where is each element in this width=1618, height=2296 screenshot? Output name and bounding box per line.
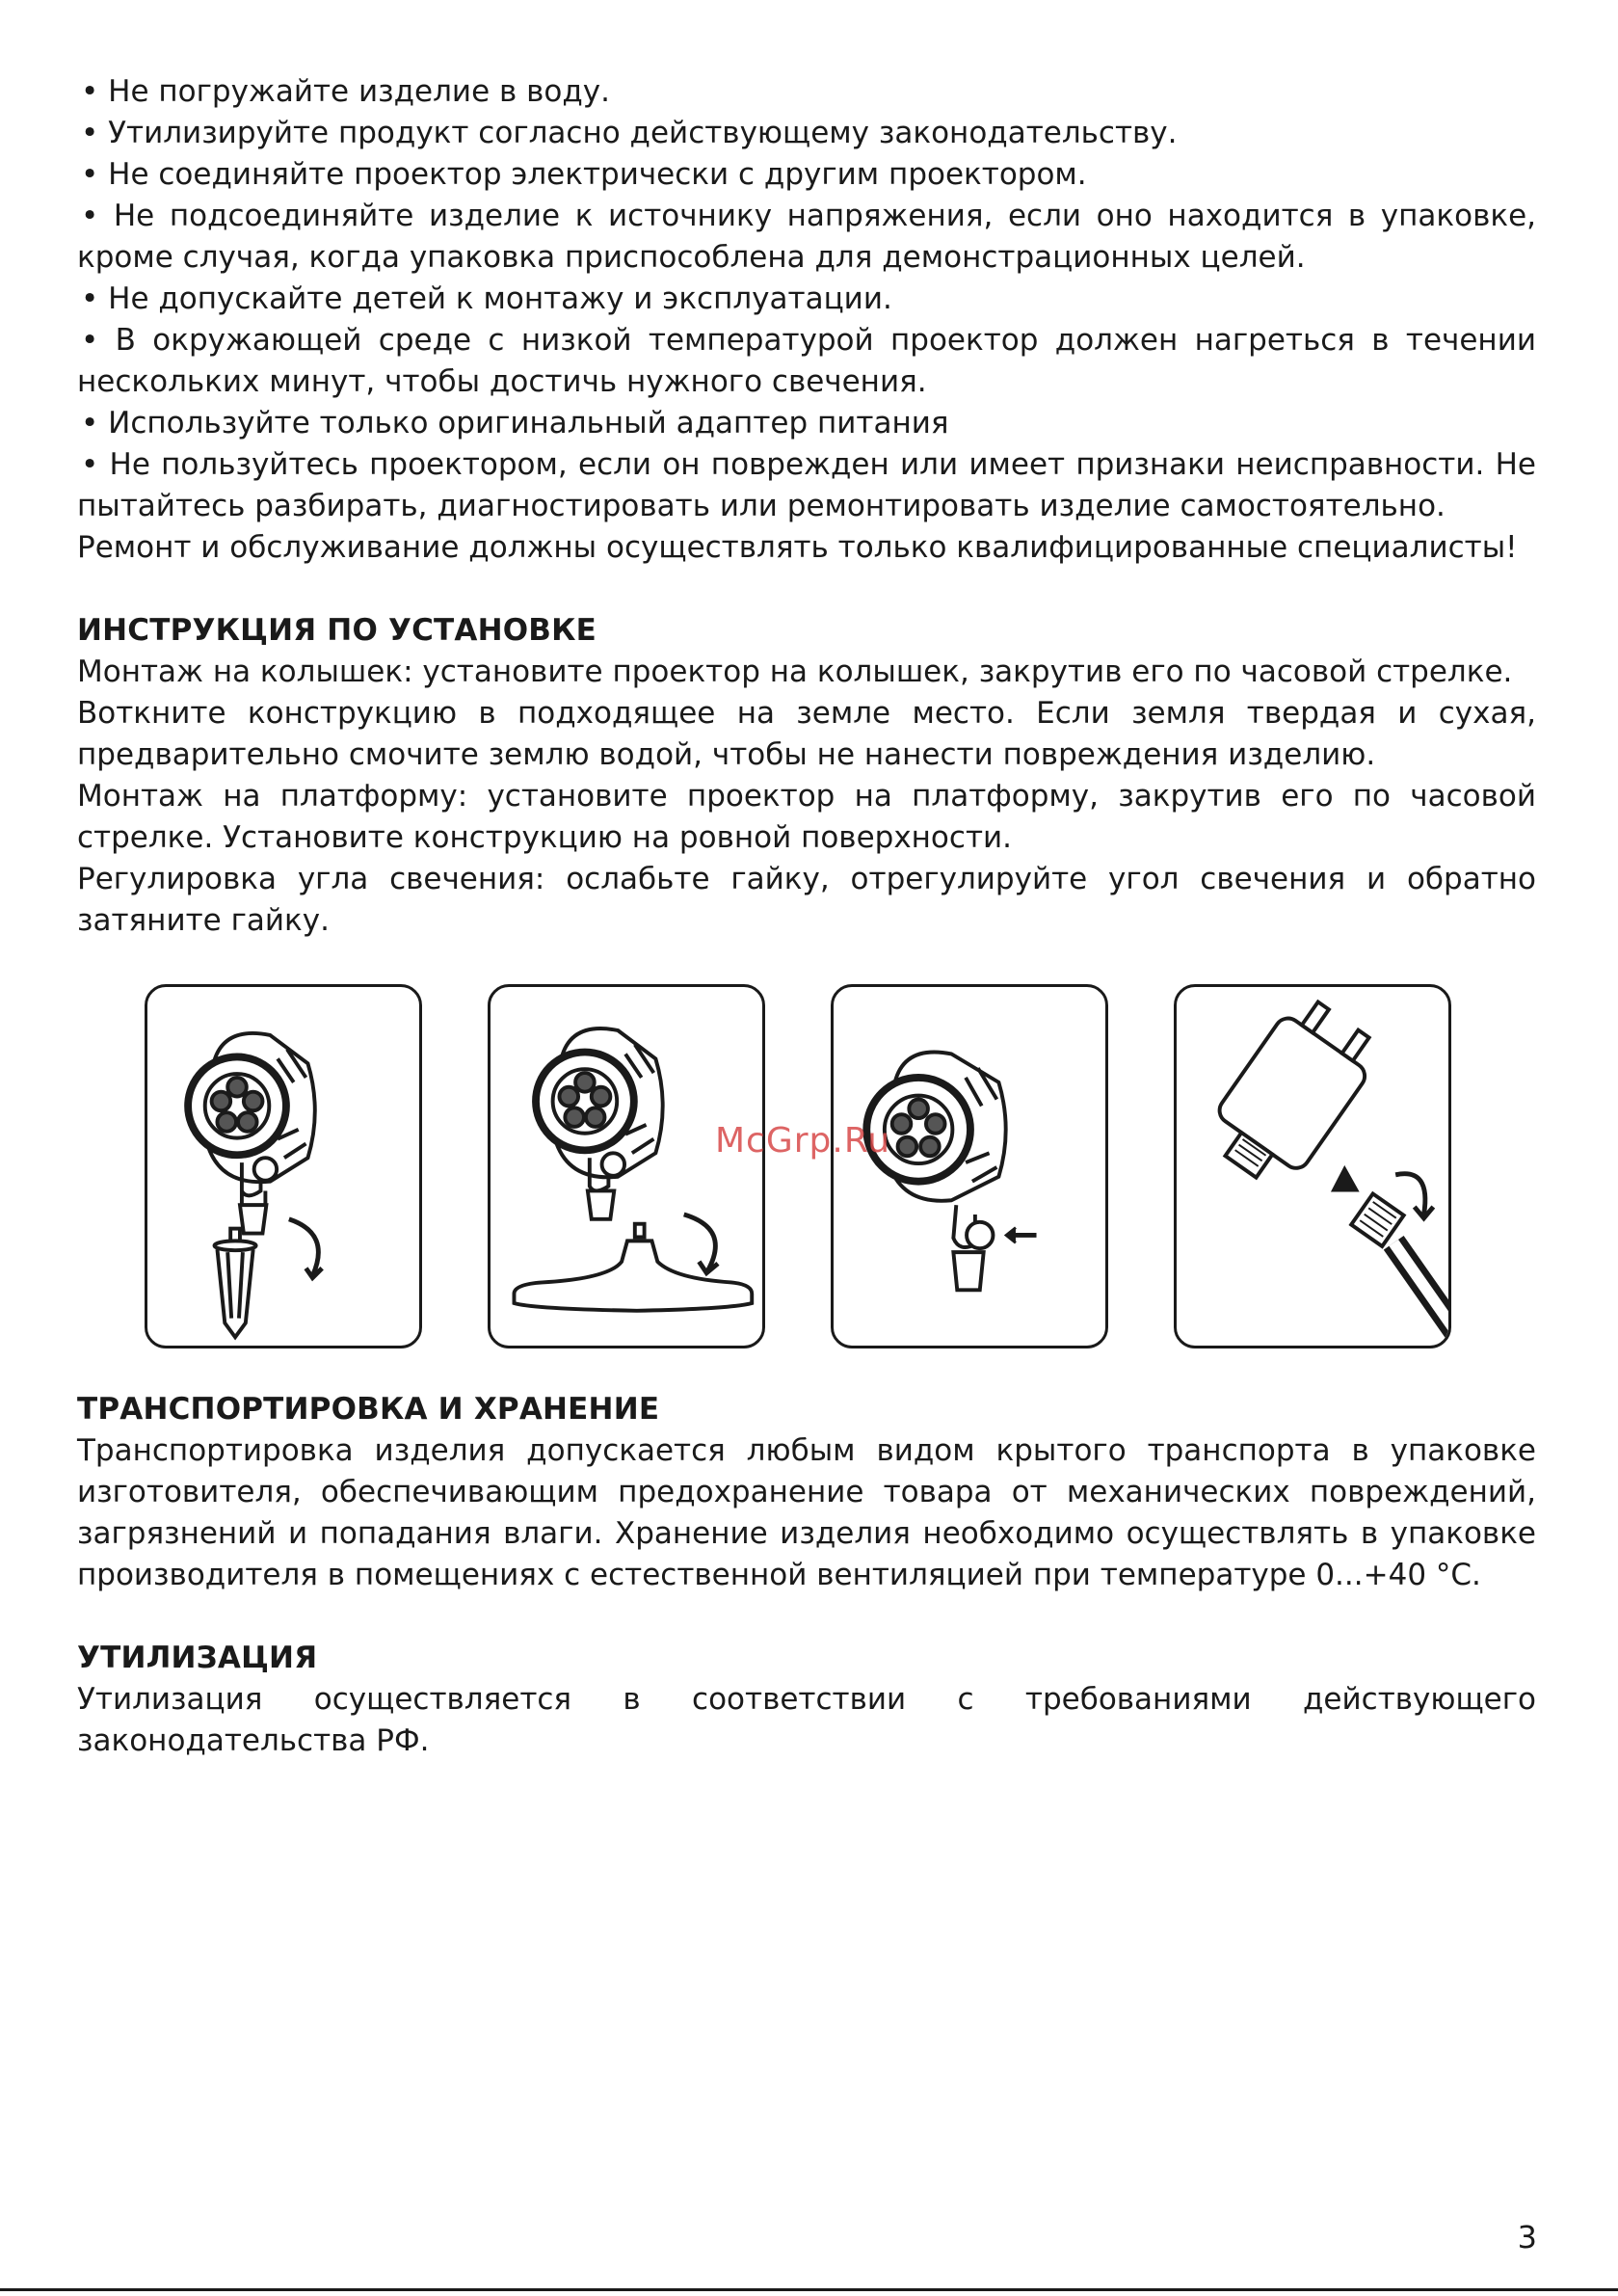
page-number: 3 [1517, 2219, 1537, 2256]
installation-paragraph: Монтаж на платформу: установите проектор на платформу, закрутив его по часовой стрелке. Установите конструкцию на ровной поверхности. [77, 779, 1536, 855]
safety-item: • Используйте только оригинальный адаптер питания [77, 403, 1536, 444]
safety-item: • Не погружайте изделие в воду. [77, 71, 1536, 113]
disposal-paragraph: Утилизация осуществляется в соответствии с требованиями действующего законодательства РФ. [77, 1682, 1536, 1758]
installation-heading: ИНСТРУКЦИЯ ПО УСТАНОВКЕ [77, 613, 597, 648]
safety-item: • Не допускайте детей к монтажу и эксплуатации. [77, 279, 1536, 320]
document-page-lower [77, 1389, 1536, 1762]
safety-item: • Не пользуйтесь проектором, если он поврежден или имеет признаки неисправности. Не пытайтесь разбирать, диагностировать или ремонтировать изделие самостоятельно. [77, 444, 1536, 527]
stake-mount-illustration [147, 987, 419, 1346]
cable-connect-illustration [1177, 987, 1448, 1346]
installation-figures [145, 984, 1459, 1350]
installation-paragraph: Регулировка угла свечения: ослабьте гайку, отрегулируйте угол свечения и обратно затяните гайку. [77, 862, 1536, 938]
bottom-rule [0, 2288, 1618, 2291]
transport-paragraph: Транспортировка изделия допускается любым видом крытого транспорта в упаковке изготовителя, обеспечивающим предохранение товара от механических повреждений, загрязнений и попадания влаги. Хранение изделия необходимо осуществлять в упаковке производителя в помещениях с естественной вентиляцией при температуре 0...+40 °С. [77, 1433, 1536, 1592]
disposal-heading: УТИЛИЗАЦИЯ [77, 1641, 318, 1675]
transport-section [77, 1389, 1536, 1596]
safety-note: Ремонт и обслуживание должны осуществлять только квалифицированные специалисты! [77, 530, 1518, 565]
figure-platform-mount [488, 984, 765, 1348]
safety-list [77, 71, 1536, 569]
figure-stake-mount [145, 984, 422, 1348]
figure-cable-connect [1174, 984, 1451, 1348]
angle-adjust-illustration [834, 987, 1105, 1346]
installation-paragraph: Монтаж на колышек: установите проектор на колышек, закрутив его по часовой стрелке. [77, 654, 1513, 689]
safety-item: • В окружающей среде с низкой температурой проектор должен нагреться в течении нескольких минут, чтобы достичь нужного свечения. [77, 320, 1536, 403]
safety-item: • Не подсоединяйте изделие к источнику напряжения, если оно находится в упаковке, кроме случая, когда упаковка приспособлена для демонстрационных целей. [77, 196, 1536, 279]
installation-section [77, 610, 1536, 942]
figure-angle-adjust [831, 984, 1108, 1348]
watermark: McGrp.Ru [715, 1121, 891, 1161]
platform-mount-illustration [491, 987, 762, 1346]
safety-item: • Не соединяйте проектор электрически с другим проектором. [77, 154, 1536, 196]
disposal-section [77, 1638, 1536, 1762]
transport-heading: ТРАНСПОРТИРОВКА И ХРАНЕНИЕ [77, 1392, 660, 1427]
safety-item: • Утилизируйте продукт согласно действующему законодательству. [77, 113, 1536, 154]
document-page [77, 71, 1536, 942]
installation-paragraph: Воткните конструкцию в подходящее на земле место. Если земля твердая и сухая, предварительно смочите землю водой, чтобы не нанести повреждения изделию. [77, 696, 1536, 772]
